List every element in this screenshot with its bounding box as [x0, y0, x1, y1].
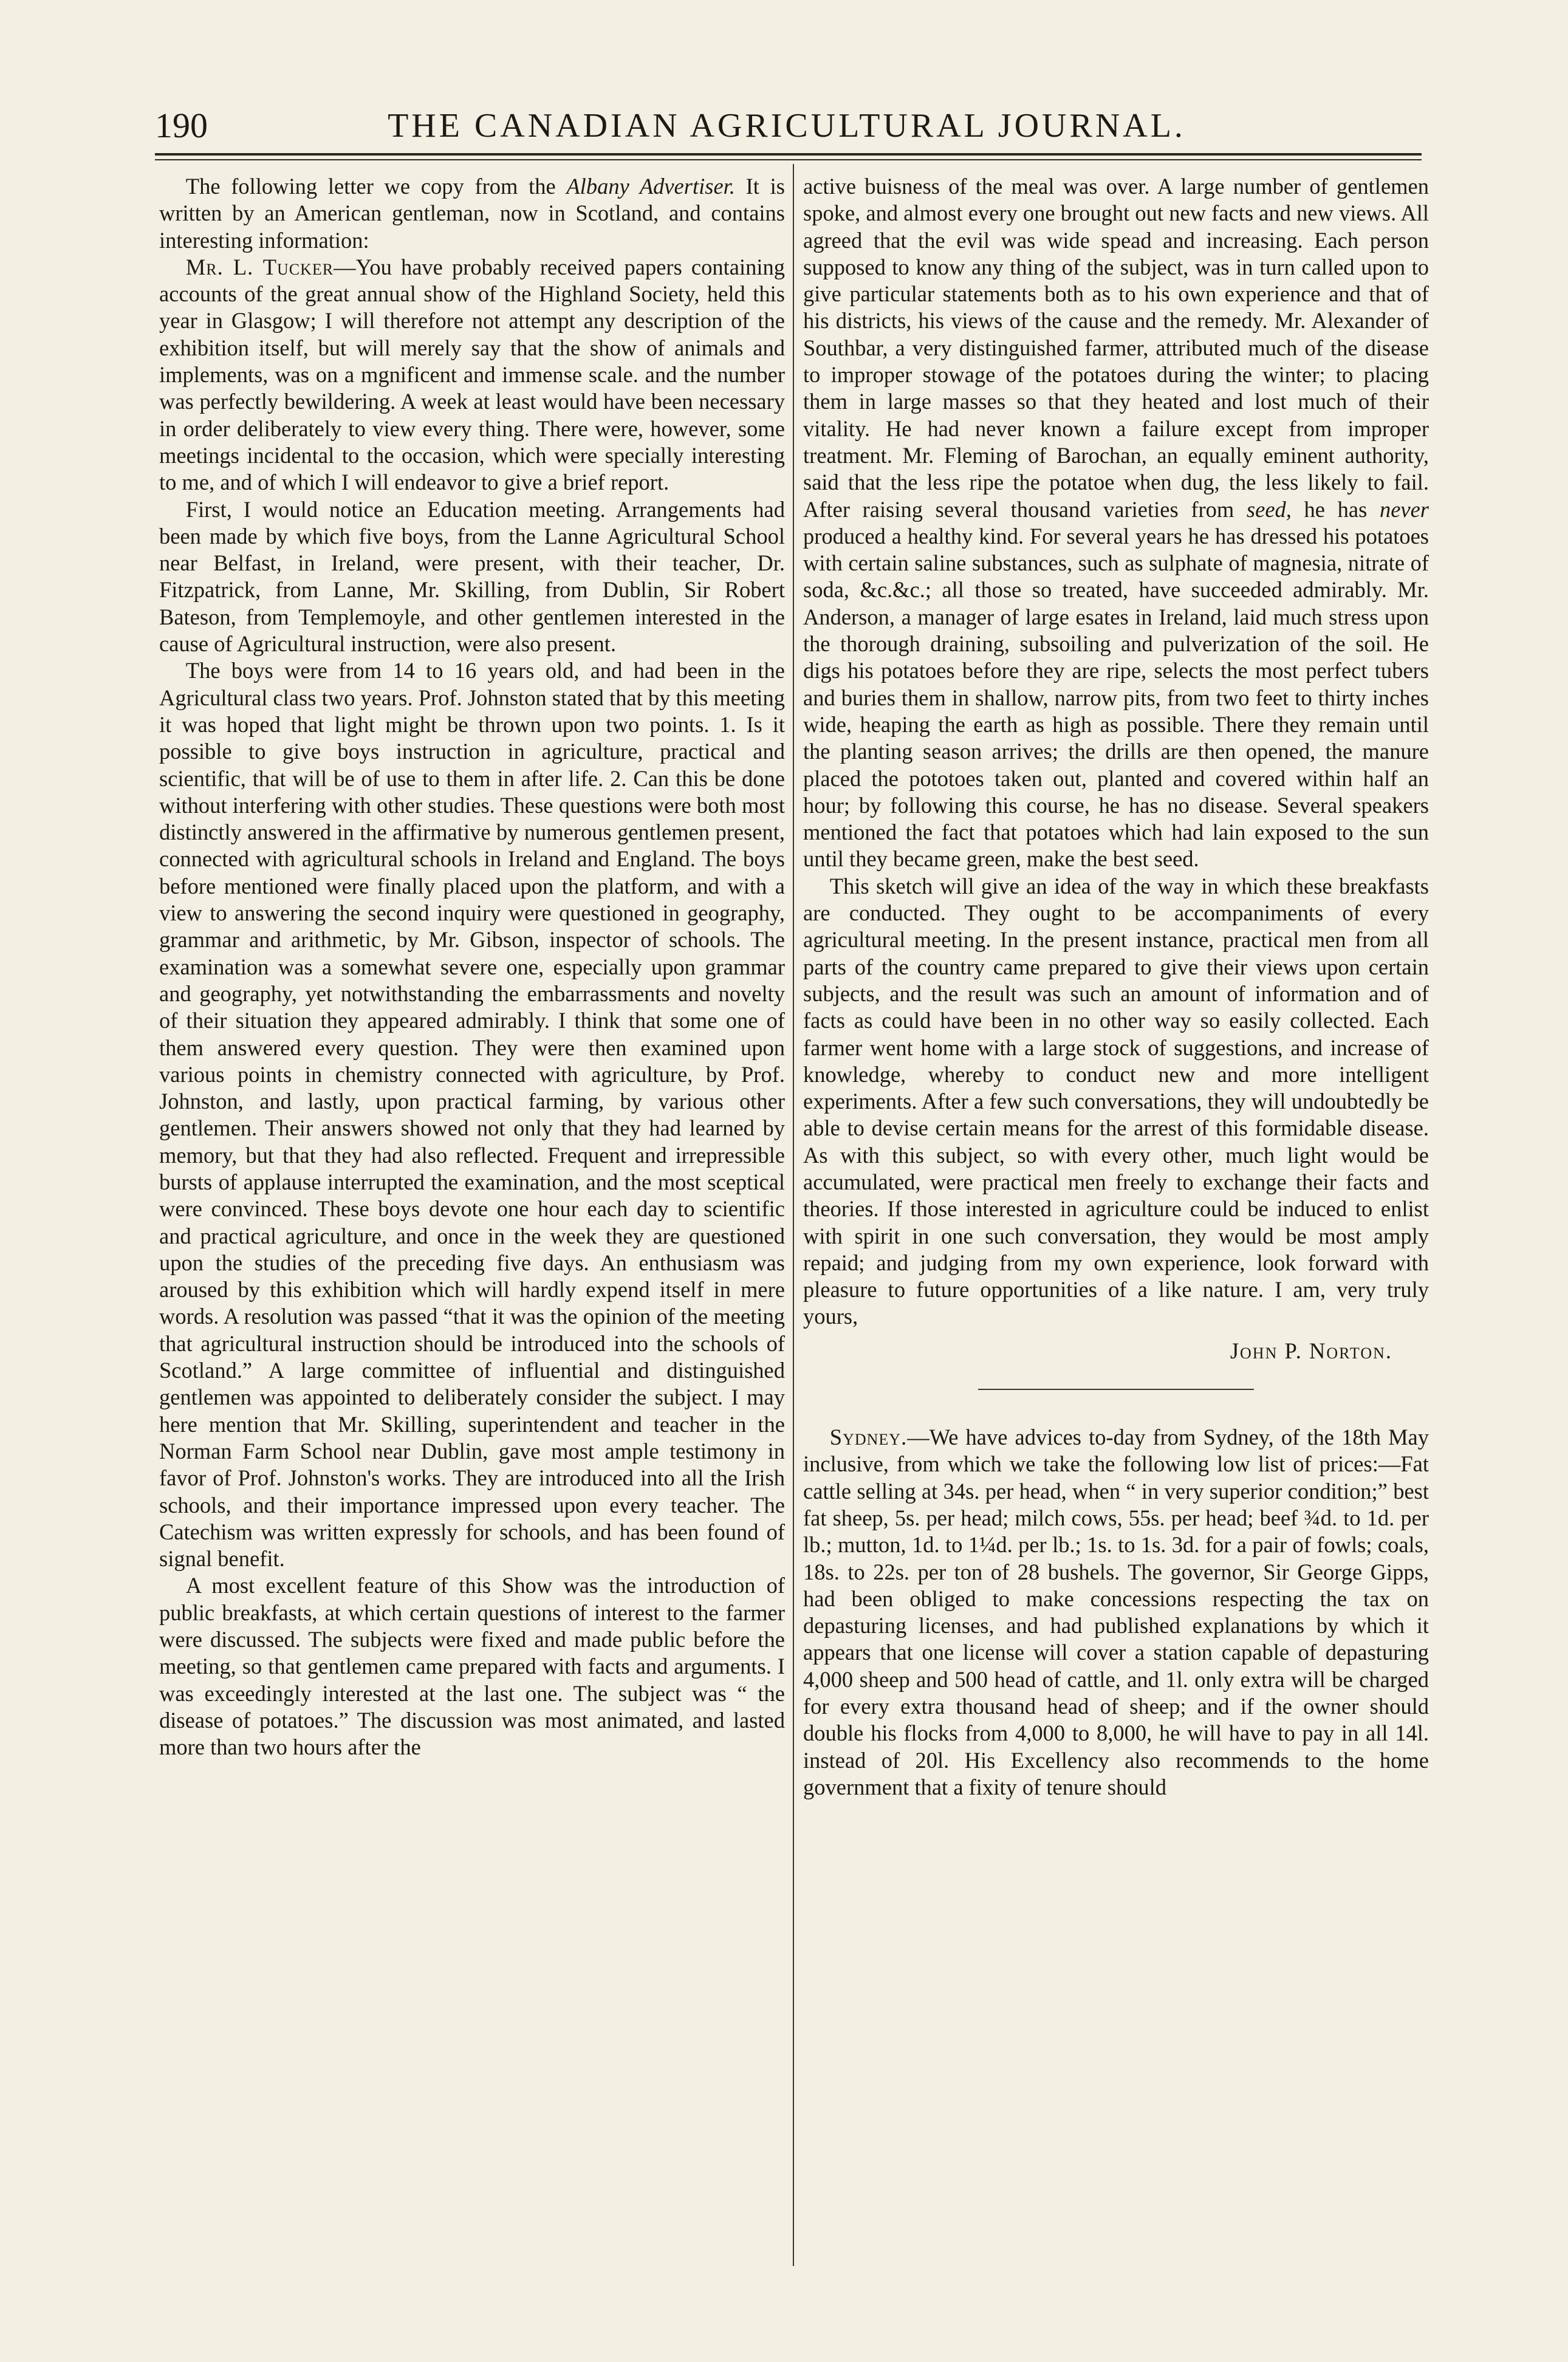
signature: John P. Norton.: [1230, 1338, 1392, 1363]
intro-paragraph: The following letter we copy from the Albany Advertiser. It is written by an American gentleman, now in Scotland, and contains interesting information:: [159, 174, 785, 253]
sydney-paragraph: Sydney.—We have advices to-day from Sydney, of the 18th May inclusive, from which we take the following low list of prices:—Fat cattle selling at 34s. per head, when “ in very superior condition;” best fat sheep, 5s. per head; milch cows, 55s. per head; beef ¾d. to 1d. per lb.; mutton, 1d. to 1¼d. per lb.; 1s. to 1s. 3d. for a pair of fowls; coals, 18s. to 22s. per ton of 28 bushels. The governor, Sir George Gipps, had been obliged to make concessions respecting the tax on depasturing licenses, and had published explanations by which it appears that one license will cover a station capable of depasturing 4,000 sheep and 500 head of cattle, and 1l. only extra will be charged for every extra thousand head of sheep; and if the owner should double his flocks from 4,000 to 8,000, he will have to pay in all 14l. instead of 20l. His Excellency also recommends to the home government that a fixity of tenure should: [803, 1425, 1429, 1799]
header-rule-thin: [155, 159, 1422, 160]
salutation: Mr. L. Tucker: [185, 254, 334, 279]
article-separator: [978, 1389, 1253, 1390]
education-meeting-paragraph: First, I would notice an Education meeting. Arrangements had been made by which five boys, from the Lanne Agricultural School near Belfast, in Ireland, were present, with their teacher, Dr. Fitzpatrick, from Lanne, Mr. Skilling, from Dublin, Sir Robert Bateson, from Templemoyle, and other gentlemen interested in the cause of Agricultural instruction, were also present.: [159, 496, 785, 657]
header-rule: [155, 153, 1422, 156]
breakfasts-paragraph: A most excellent feature of this Show was the introduction of public breakfasts, at which certain questions of interest to the farmer were discussed. The subjects were fixed and made public before the meeting, so that gentlemen came prepared with facts and arguments. I was exceedingly interested at the last one. The subject was “ the disease of potatoes.” The discussion was most animated, and lasted more than two hours after the: [159, 1573, 785, 1760]
sketch-paragraph: This sketch will give an idea of the way in which these breakfasts are conducted. They ought to be accompaniments of every agricultural meeting. In the present instance, practical men from all parts of the country came prepared to give their views upon certain subjects, and the result was such an amount of information and of facts as could have been in no other way so easily collected. Each farmer went home with a large stock of suggestions, and increase of knowledge, whereby to conduct new and more intelligent experiments. After a few such conversations, they will undoubtedly be able to devise certain means for the arrest of this formidable disease. As with this subject, so with every other, much light would be accumulated, were practical men freely to exchange their facts and theories. If those interested in agriculture could be induced to enlist with spirit in one such conversation, they would be most amply repaid; and judging from my own experience, look forward with pleasure to future opportunities of a like nature. I am, very truly yours,: [803, 873, 1429, 1329]
sydney-lead: Sydney.: [829, 1425, 908, 1450]
potato-disease-paragraph: active buisness of the meal was over. A large number of gentlemen spoke, and almost every one brought out new facts and new views. All agreed that the evil was wide spead and increasing. Each person supposed to know any thing of the subject, was in turn called upon to give particular statements both as to his own experience and that of his districts, his views of the cause and the remedy. Mr. Alexander of Southbar, a very distinguished farmer, attributed much of the disease to improper stowage of the potatoes during the winter; to placing them in large masses so that they heated and lost much of their vitality. He had never known a failure except from improper treatment. Mr. Fleming of Barochan, an equally eminent authority, said that the less ripe the potatoe when dug, the less likely to fail. After raising several thousand varieties from seed, he has never produced a healthy kind. For several years he has dressed his potatoes with certain saline substances, such as sulphate of magnesia, nitrate of soda, &c.&c.; all those so treated, have succeeded admirably. Mr. Anderson, a manager of large esates in Ireland, laid much stress upon the thorough draining, subsoiling and pulverization of the soil. He digs his potatoes before they are ripe, selects the most perfect tubers and buries them in shallow, narrow pits, from two feet to thirty inches wide, heaping the earth as high as possible. There they remain until the planting season arrives; the drills are then opened, the manure placed the pototoes taken out, planted and covered within half an hour; by following this course, he has no disease. Several speakers mentioned the fact that potatoes which had lain exposed to the sun until they became green, make the best seed.: [803, 174, 1429, 872]
left-column: [159, 173, 785, 2263]
page-header: [155, 104, 1419, 147]
page-number: 190: [155, 106, 208, 145]
column-divider: [793, 164, 794, 2266]
boys-examination-paragraph: The boys were from 14 to 16 years old, and had been in the Agricultural class two years. Prof. Johnston stated that by this meeting it was hoped that light might be thrown upon two points. 1. Is it possible to give boys instruction in agriculture, practical and scientific, that will be of use to them in after life. 2. Can this be done without interfering with other studies. These questions were both most distinctly answered in the affirmative by numerous gentlemen present, connected with agricultural schools in Ireland and England. The boys before mentioned were finally placed upon the platform, and with a view to answering the second inquiry were questioned in geography, grammar and arithmetic, by Mr. Gibson, inspector of schools. The examination was a somewhat severe one, especially upon grammar and geography, yet notwithstanding the embarrassments and novelty of their situation they appeared admirably. I think that some one of them answered every question. They were then examined upon various points in chemistry connected with agriculture, by Prof. Johnston, and lastly, upon practical farming, by various other gentlemen. Their answers showed not only that they had learned by memory, but that they had also reflected. Frequent and irrepressible bursts of applause interrupted the examination, and the most sceptical were convinced. These boys devote one hour each day to scientific and practical agriculture, and once in the week they are questioned upon the studies of the preceding five days. An enthusiasm was aroused by this exhibition which will hardly expend itself in mere words. A resolution was passed “that it was the opinion of the meeting that agricultural instruction should be introduced into the schools of Scotland.” A large committee of influential and distinguished gentlemen was appointed to deliberately consider the subject. I may here mention that Mr. Skilling, superintendent and teacher in the Norman Farm School near Dublin, gave most ample testimony in favor of Prof. Johnston's works. They are introduced into all the Irish schools, and their importance impressed upon every teacher. The Catechism was written expressly for schools, and has been found of signal benefit.: [159, 658, 785, 1572]
letter-opening-paragraph: Mr. L. Tucker—You have probably received papers containing accounts of the great annual show of the Highland Society, held this year in Glasgow; I will therefore not attempt any description of the exhibition itself, but will merely say that the show of animals and implements, was on a mgnificent and immense scale. and the number was perfectly bewildering. A week at least would have been necessary in order deliberately to view every thing. There were, however, some meetings incidental to the occasion, which were specially interesting to me, and of which I will endeavor to give a brief report.: [159, 254, 785, 495]
running-head: THE CANADIAN AGRICULTURAL JOURNAL.: [388, 107, 1186, 145]
right-column: [803, 173, 1429, 2263]
newspaper-title: Albany Advertiser.: [566, 174, 735, 199]
signature-line: [803, 1338, 1429, 1364]
